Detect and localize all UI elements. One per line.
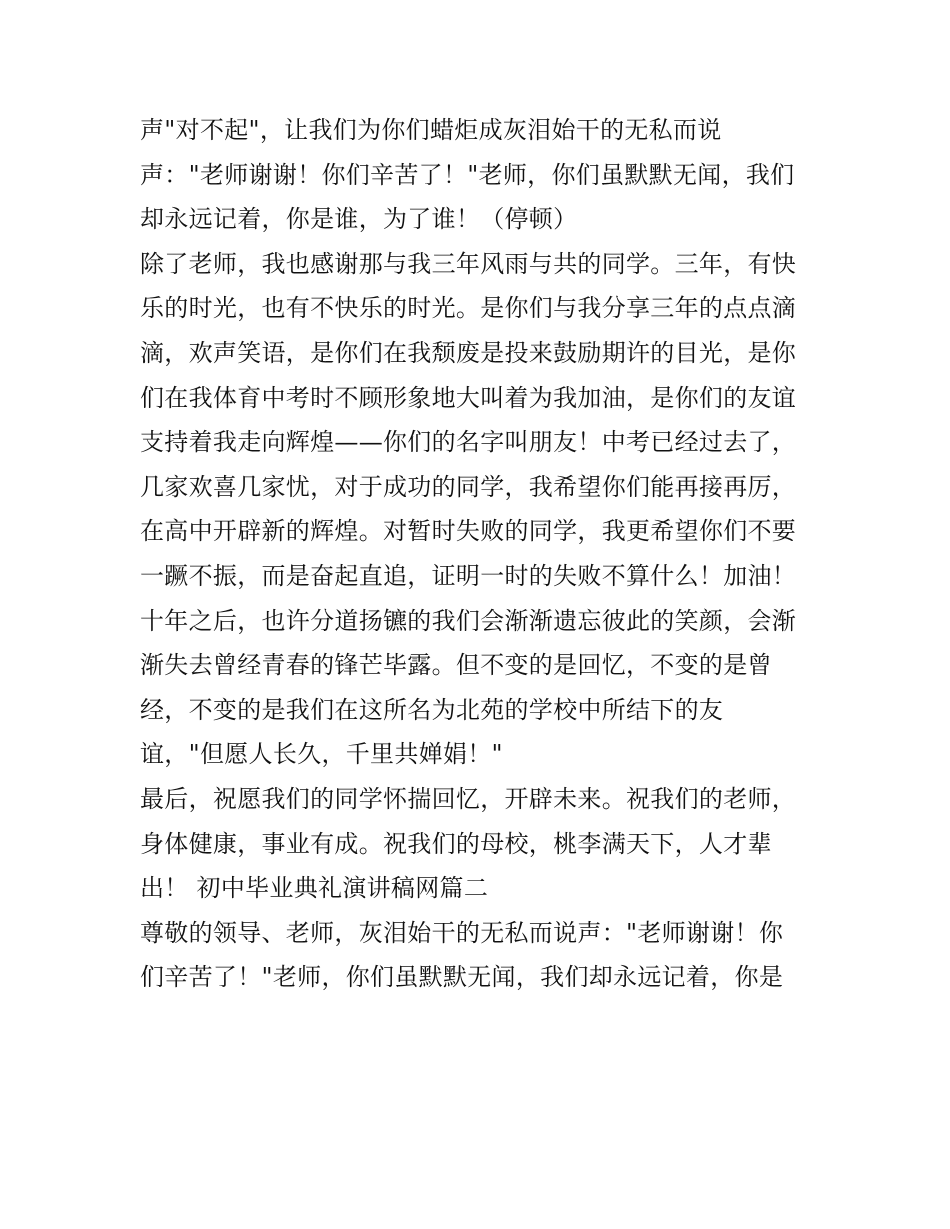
text-line-10: 在高中开辟新的辉煌。对暂时失败的同学，我更希望你们不要 — [140, 517, 797, 546]
text-line-14: 经，不变的是我们在这所名为北苑的学校中所结下的友 — [140, 695, 724, 724]
text-line-16: 最后，祝愿我们的同学怀揣回忆，开辟未来。祝我们的老师， — [140, 784, 797, 813]
text-line-13: 渐失去曾经青春的锋芒毕露。但不变的是回忆，不变的是曾 — [140, 651, 772, 680]
text-line-20: 们辛苦了！"老师，你们虽默默无闻，我们却永远记着，你是 — [140, 963, 784, 992]
text-line-11: 一蹶不振，而是奋起直追，证明一时的失败不算什么！加油！ — [140, 561, 797, 590]
text-line-8: 支持着我走向辉煌——你们的名字叫朋友！中考已经过去了， — [140, 428, 797, 457]
text-line-17: 身体健康，事业有成。祝我们的母校，桃李满天下，人才辈 — [140, 829, 772, 858]
text-line-19: 尊敬的领导、老师，灰泪始干的无私而说声："老师谢谢！你 — [140, 918, 784, 947]
body-text — [140, 108, 830, 1000]
text-line-12: 十年之后，也许分道扬镳的我们会渐渐遗忘彼此的笑颜，会渐 — [140, 606, 797, 635]
text-line-15: 谊，"但愿人长久，千里共婵娟！" — [140, 740, 503, 769]
text-line-18: 出！ 初中毕业典礼演讲稿网篇二 — [140, 874, 489, 903]
text-line-5: 乐的时光，也有不快乐的时光。是你们与我分享三年的点点滴 — [140, 294, 797, 323]
text-line-2: 声："老师谢谢！你们辛苦了！"老师，你们虽默默无闻，我们 — [140, 160, 795, 189]
text-line-9: 几家欢喜几家忧，对于成功的同学，我希望你们能再接再厉， — [140, 472, 797, 501]
text-line-1: 声"对不起"，让我们为你们蜡炬成灰泪始干的无私而说 — [140, 116, 722, 144]
text-line-6: 滴，欢声笑语，是你们在我颓废是投来鼓励期许的目光，是你 — [140, 338, 797, 367]
text-line-4: 除了老师，我也感谢那与我三年风雨与共的同学。三年，有快 — [140, 249, 797, 278]
text-line-7: 们在我体育中考时不顾形象地大叫着为我加油，是你们的友谊 — [140, 383, 797, 412]
text-line-3: 却永远记着，你是谁，为了谁！（停顿） — [140, 205, 578, 234]
